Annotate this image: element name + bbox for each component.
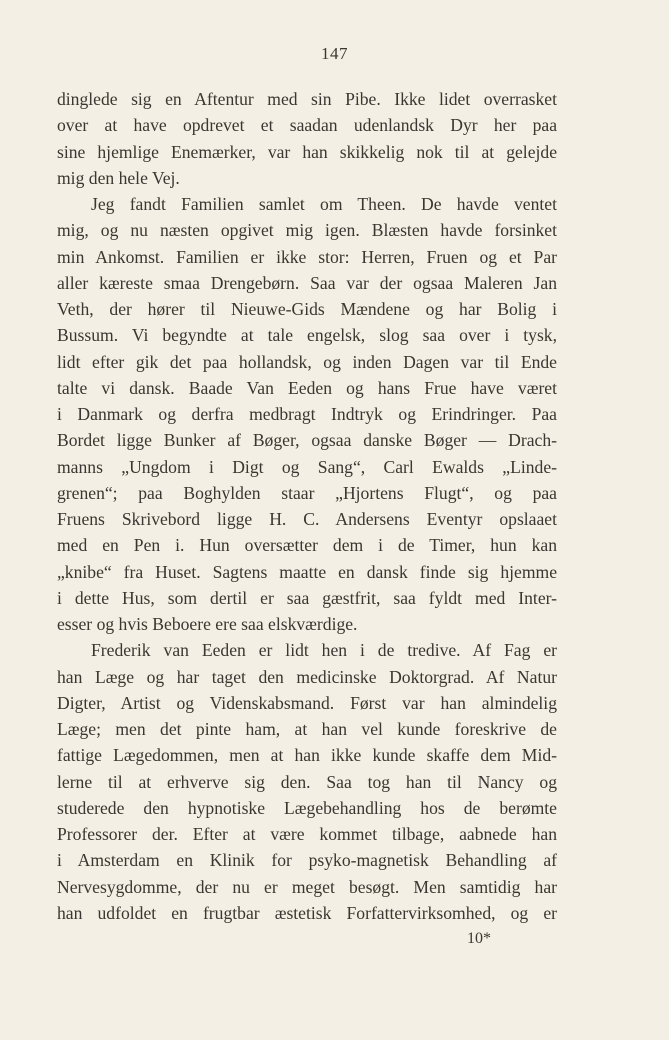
text-line: Bordet ligge Bunker af Bøger, ogsaa danske Bøger — Drach- <box>57 430 557 451</box>
body-text <box>57 86 557 926</box>
text-line: han udfoldet en frugtbar æstetisk Forfattervirksomhed, og er <box>57 902 557 923</box>
text-line: Frederik van Eeden er lidt hen i de tredive. Af Fag er <box>91 640 557 661</box>
text-line: Bussum. Vi begyndte at tale engelsk, slog saa over i tysk, <box>57 325 557 346</box>
page-number: 147 <box>321 44 348 63</box>
text-line: lidt efter gik det paa hollandsk, og inden Dagen var til Ende <box>57 351 557 372</box>
text-line: Professorer der. Efter at være kommet tilbage, aabnede han <box>57 824 557 844</box>
text-line: „knibe“ fra Huset. Sagtens maatte en dansk finde sig hjemme <box>57 561 557 582</box>
text-line: sine hjemlige Enemærker, var han skikkelig nok til at gelejde <box>57 141 557 162</box>
text-line: fattige Lægedommen, men at han ikke kunde skaffe dem Mid- <box>57 745 557 766</box>
signature-mark: 10* <box>467 930 491 947</box>
text-line: Veth, der hører til Nieuwe-Gids Mændene og har Bolig i <box>57 299 557 319</box>
text-line: han Læge og har taget den medicinske Doktorgrad. Af Natur <box>57 666 557 687</box>
text-line: mig, og nu næsten opgivet mig igen. Blæsten havde forsinket <box>57 220 557 241</box>
text-line: lerne til at erhverve sig den. Saa tog han til Nancy og <box>57 771 557 792</box>
text-line: Fruens Skrivebord ligge H. C. Andersens Eventyr opslaaet <box>57 509 557 529</box>
text-line: esser og hvis Beboere ere saa elskværdige. <box>57 614 358 634</box>
text-line: Læge; men det pinte ham, at han vel kunde foreskrive de <box>57 719 557 739</box>
text-line: med en Pen i. Hun oversætter dem i de Timer, hun kan <box>57 535 557 556</box>
text-line: Jeg fandt Familien samlet om Theen. De havde ventet <box>91 194 557 214</box>
text-line: Nervesygdomme, der nu er meget besøgt. Men samtidig har <box>57 876 557 897</box>
text-line: grenen“; paa Boghylden staar „Hjortens Flugt“, og paa <box>57 482 557 503</box>
text-line: Digter, Artist og Videnskabsmand. Først var han almindelig <box>57 692 557 713</box>
text-line: dinglede sig en Aftentur med sin Pibe. Ikke lidet overrasket <box>57 89 557 109</box>
text-line: over at have opdrevet et saadan udenlandsk Dyr her paa <box>57 115 557 136</box>
text-line: talte vi dansk. Baade Van Eeden og hans Frue have været <box>57 377 557 398</box>
text-line: manns „Ungdom i Digt og Sang“, Carl Ewalds „Linde- <box>57 456 557 477</box>
text-line: i dette Hus, som dertil er saa gæstfrit, saa fyldt med Inter- <box>57 587 557 608</box>
text-line: i Amsterdam en Klinik for psyko-magnetisk Behandling af <box>57 850 557 871</box>
text-line: i Danmark og derfra medbragt Indtryk og Erindringer. Paa <box>57 404 557 424</box>
text-line: mig den hele Vej. <box>57 167 180 188</box>
text-line: min Ankomst. Familien er ikke stor: Herren, Fruen og et Par <box>57 246 557 267</box>
text-line: studerede den hypnotiske Lægebehandling hos de berømte <box>57 797 557 818</box>
text-line: aller kæreste smaa Drengebørn. Saa var der ogsaa Maleren Jan <box>57 272 557 293</box>
